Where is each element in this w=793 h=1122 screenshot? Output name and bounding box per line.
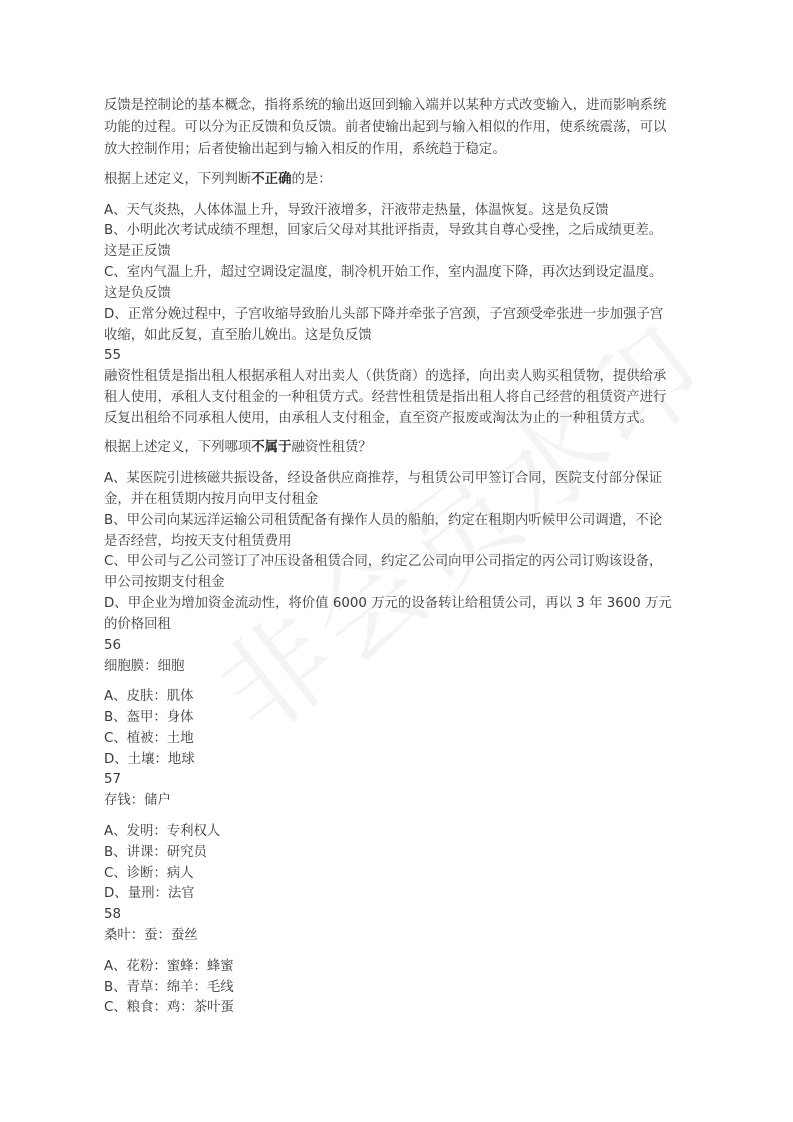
option-line: A、发明：专利权人	[104, 824, 221, 839]
definition-line: 融资性租赁是指出租人根据承租人对出卖人（供货商）的选择，向出卖人购买租赁物，提供给承	[104, 369, 667, 384]
option-line: C、诊断：病人	[104, 866, 194, 881]
option-line: 金，并在租赁期内按月向甲支付租金	[104, 492, 319, 507]
question-stem: 存钱：储户	[104, 793, 171, 808]
option-line: D、正常分娩过程中，子宫收缩导致胎儿头部下降并牵张子宫颈，子宫颈受牵张进一步加强子宫	[104, 307, 664, 322]
question-number: 56	[104, 638, 122, 653]
option-line: 是否经营，均按天支付租赁费用	[104, 534, 292, 549]
option-line: A、天气炎热，人体体温上升，导致汗液增多，汗液带走热量，体温恢复。这是负反馈	[104, 203, 609, 218]
intro-line: 放大控制作用；后者使输出起到与输入相反的作用，系统趋于稳定。	[104, 142, 506, 157]
question-54-prompt	[104, 170, 332, 190]
option-line: 这是负反馈	[104, 286, 171, 301]
option-line: A、皮肤：肌体	[104, 689, 194, 704]
intro-line: 功能的过程。可以分为正反馈和负反馈。前者使输出起到与输入相似的作用，使系统震荡，可以	[104, 120, 667, 135]
question-55-prompt	[104, 438, 372, 458]
option-line: B、小明此次考试成绩不理想，回家后父母对其批评指责，导致其自尊心受挫，之后成绩更差。	[104, 223, 663, 238]
option-line: 这是正反馈	[104, 244, 171, 259]
option-line: 收缩，如此反复，直至胎儿娩出。这是负反馈	[104, 328, 372, 343]
option-line: C、植被：土地	[104, 731, 194, 746]
option-line: A、花粉：蜜蜂：蜂蜜	[104, 959, 234, 974]
option-line: B、青草：绵羊：毛线	[104, 980, 234, 995]
option-line: B、讲课：研究员	[104, 845, 207, 860]
intro-line: 反馈是控制论的基本概念，指将系统的输出返回到输入端并以某种方式改变输入，进而影响系统	[104, 98, 667, 113]
question-stem: 细胞膜：细胞	[104, 659, 185, 674]
question-number: 55	[104, 348, 122, 363]
option-line: 的价格回租	[104, 617, 171, 632]
option-line: D、土壤：地球	[104, 752, 195, 767]
option-line: D、量刑：法官	[104, 886, 195, 901]
question-suffix: 融资性租赁？	[291, 440, 372, 455]
question-prefix: 根据上述定义，下列哪项	[104, 440, 252, 455]
option-line: B、盔甲：身体	[104, 710, 194, 725]
question-emphasis: 不属于	[251, 440, 292, 455]
question-number: 58	[104, 907, 122, 922]
question-stem: 桑叶：蚕：蚕丝	[104, 928, 198, 943]
option-line: C、甲公司与乙公司签订了冲压设备租赁合同，约定乙公司向甲公司指定的丙公司订购该设备，	[104, 554, 663, 569]
question-suffix: 的是：	[291, 172, 332, 187]
option-line: A、某医院引进核磁共振设备，经设备供应商推荐，与租赁公司甲签订合同，医院支付部分保证	[104, 471, 663, 486]
option-line: C、室内气温上升，超过空调设定温度，制冷机开始工作，室内温度下降，再次达到设定温度。	[104, 265, 663, 280]
option-line: D、甲企业为增加资金流动性，将价值 6000 万元的设备转让给租赁公司，再以 3 年 3600 万元	[104, 596, 672, 611]
question-number: 57	[104, 772, 122, 787]
definition-line: 反复出租给不同承租人使用，由承租人支付租金，直至资产报废或淘汰为止的一种租赁方式。	[104, 411, 654, 426]
option-line: C、粮食：鸡：茶叶蛋	[104, 1000, 234, 1015]
option-line: 甲公司按期支付租金	[104, 575, 225, 590]
question-emphasis: 不正确	[251, 172, 292, 187]
definition-line: 租人使用，承租人支付租金的一种租赁方式。经营性租赁是指出租人将自己经营的租赁资产进行	[104, 390, 667, 405]
question-prefix: 根据上述定义，下列判断	[104, 172, 252, 187]
option-line: B、甲公司向某远洋运输公司租赁配备有操作人员的船舶，约定在租期内听候甲公司调遣，不论	[104, 513, 663, 528]
